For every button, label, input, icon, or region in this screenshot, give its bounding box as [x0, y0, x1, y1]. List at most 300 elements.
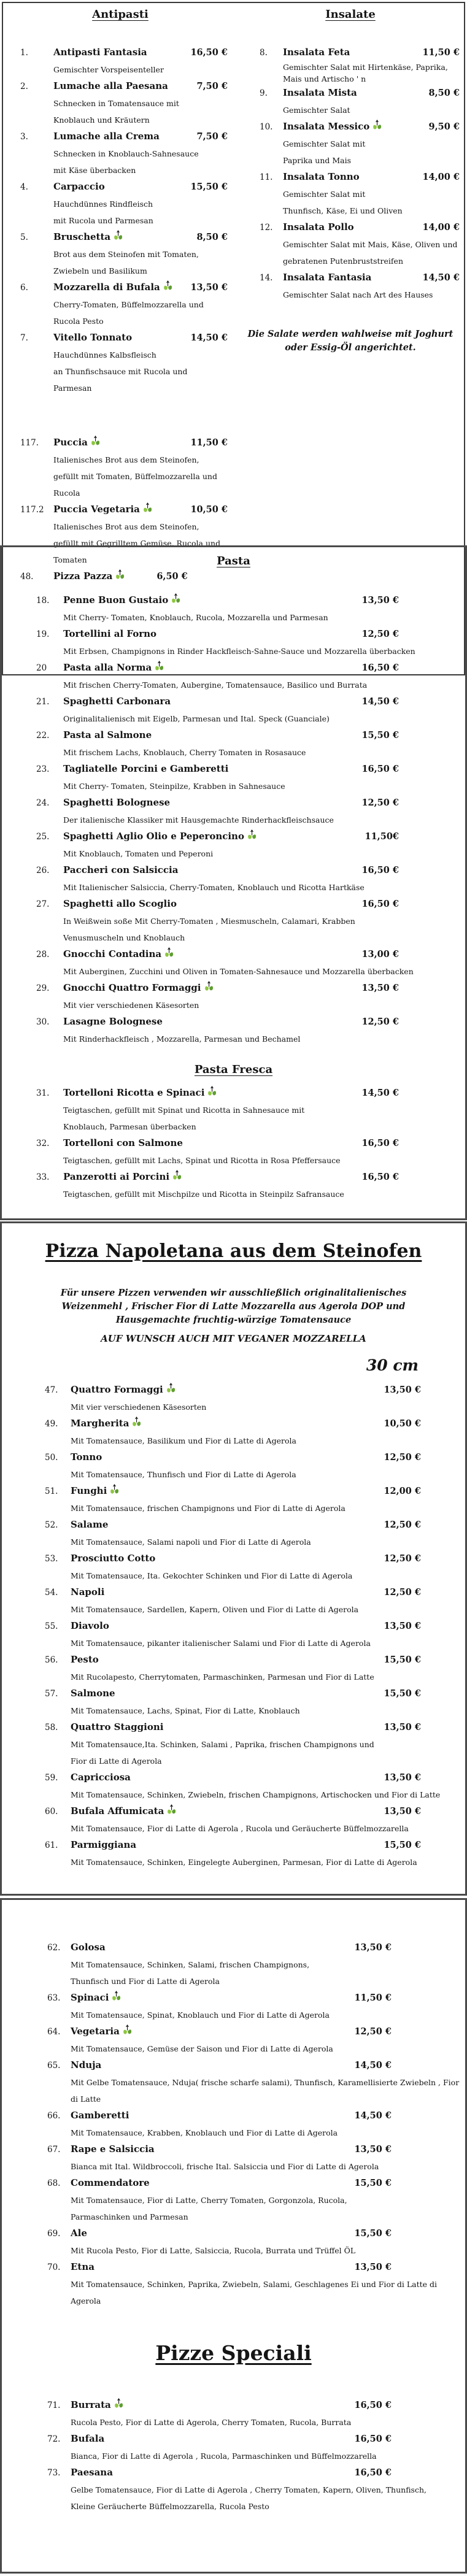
- item-name: Napoli: [71, 1586, 105, 1598]
- menu-item: [2, 2225, 465, 2242]
- menu-item: [2, 828, 465, 845]
- item-name: Tortelloni con Salmone: [63, 1137, 183, 1148]
- item-number: 10.: [260, 122, 273, 132]
- item-price: 13,50 €: [384, 1722, 421, 1732]
- item-description: Hauchdünnes Kalbsfleisch: [53, 350, 156, 359]
- menu-item: [2, 727, 465, 744]
- item-description: Teigtaschen, gefüllt mit Spinat und Ricotta in Sahnesauce mit: [63, 1105, 305, 1115]
- item-name: Prosciutto Cotto: [71, 1553, 156, 1564]
- pizze-speciali-items: [2, 2397, 465, 2515]
- menu-item: [2, 2431, 465, 2448]
- item-name: Quattro Staggioni: [71, 1721, 164, 1732]
- item-name: Insalata Pollo: [283, 221, 354, 233]
- item-description: Mit Tomatensauce, Basilikum und Fior di Latte di Agerola: [71, 1436, 296, 1445]
- item-name: Ale: [71, 2228, 87, 2239]
- item-name: Vitello Tonnato: [53, 332, 133, 343]
- vegetarian-icon: [247, 829, 257, 842]
- menu-item: [2, 1013, 465, 1031]
- item-name: Pizza Pazza: [53, 568, 125, 585]
- item-number: 66.: [47, 2111, 61, 2121]
- section-title-pizze-speciali: Pizze Speciali: [155, 2341, 312, 2365]
- item-price: 13,50 €: [190, 282, 228, 293]
- menu-item: [2, 2141, 465, 2158]
- item-number: 67.: [47, 2145, 61, 2155]
- item-price: 15,50 €: [384, 1840, 421, 1850]
- item-name: Bruschetta: [53, 229, 123, 245]
- item-number: 8.: [260, 48, 268, 58]
- item-number: 73.: [47, 2468, 61, 2478]
- section-title-insalate: Insalate: [325, 8, 376, 21]
- menu-item: [2, 1618, 465, 1635]
- item-name: Insalata Feta: [283, 47, 350, 58]
- item-description: Mit Gelbe Tomatensauce, Nduja( frische scharfe salami), Thunfisch, Karamellisierte Zwiebeln , Fior di Latte: [71, 2078, 460, 2104]
- item-description: Mit Tomatensauce, Salami napoli und Fior di Latte di Agerola: [71, 1537, 311, 1547]
- item-price: 16,50 €: [361, 899, 399, 909]
- item-description: Knoblauch, Parmesan überbacken: [63, 1122, 196, 1131]
- item-number: 62.: [47, 1943, 61, 1953]
- menu-item: [2, 1685, 465, 1702]
- item-name: Paccheri con Salsiccia: [63, 864, 179, 875]
- vegetarian-icon: [143, 502, 152, 515]
- item-price: 11,50€: [365, 831, 399, 842]
- item-description: Mit Tomatensauce, Schinken, Paprika, Zwiebeln, Salami, Geschlagenes Ei und Fior di Latte di Agerola: [71, 2280, 438, 2305]
- item-description: Mit Tomatensauce, Schinken, Zwiebeln, frischen Champignons, Artischocken und Fior di Latte: [71, 1790, 441, 1799]
- item-number: 25.: [36, 832, 50, 842]
- item-price: 15,50 €: [354, 2178, 392, 2188]
- item-name: Diavolo: [71, 1620, 109, 1631]
- item-price: 16,50 €: [361, 1138, 399, 1148]
- item-description: Parmaschinken und Parmesan: [71, 2212, 188, 2221]
- item-name: Spaghetti allo Scoglio: [63, 898, 177, 909]
- item-description: Mit Tomatensauce, Gemüse der Saison und Fior di Latte di Agerola: [71, 2044, 333, 2053]
- item-price: 15,50 €: [354, 2228, 392, 2239]
- item-description: Mit Rucolapesto, Cherrytomaten, Parmaschinken, Parmesan und Fior di Latte: [71, 1672, 374, 1682]
- menu-item: [9, 179, 231, 196]
- item-number: 18.: [36, 596, 50, 606]
- menu-item: [9, 434, 231, 452]
- item-description: Italienisches Brot aus dem Steinofen,: [53, 455, 199, 464]
- item-name: Bufala Affumicata: [71, 1803, 176, 1820]
- item-number: 72.: [47, 2434, 61, 2444]
- item-price: 13,50 €: [354, 2262, 392, 2272]
- item-number: 9.: [260, 88, 268, 98]
- item-description: Gemischter Vorspeisenteller: [53, 65, 164, 74]
- item-description: Mit vier verschiedenen Käsesorten: [63, 1001, 199, 1010]
- item-number: 68.: [47, 2178, 61, 2188]
- menu-item: [2, 1135, 465, 1152]
- menu-item: [2, 1651, 465, 1669]
- item-number: 32.: [36, 1139, 50, 1148]
- vegetarian-icon: [207, 1086, 217, 1098]
- item-name: Spaghetti Carbonara: [63, 696, 171, 707]
- menu-item: [2, 1719, 465, 1736]
- item-price: 14,50 €: [354, 2060, 392, 2070]
- item-name: Mozzarella di Bufala: [53, 279, 172, 296]
- vegetarian-icon: [110, 1484, 119, 1496]
- pasta-fresca-items: [2, 1085, 465, 1202]
- item-number: 60.: [45, 1807, 58, 1817]
- item-name: Tortellini al Forno: [63, 628, 157, 639]
- item-number: 24.: [36, 798, 50, 808]
- item-number: 29.: [36, 983, 50, 993]
- item-description: Mit Tomatensauce,Ita. Schinken, Salami , Paprika, frischen Champignons und: [71, 1740, 374, 1749]
- menu-item: [236, 269, 465, 286]
- item-price: 12,50 €: [384, 1452, 421, 1463]
- vegetarian-icon: [123, 2024, 132, 2037]
- item-description: Gelbe Tomatensauce, Fior di Latte di Agerola , Cherry Tomaten, Kapern, Oliven, Thunfisch,: [71, 2485, 426, 2494]
- item-name: Carpaccio: [53, 181, 105, 192]
- item-description: Paprika und Mais: [283, 156, 352, 165]
- item-name: Funghi: [71, 1483, 119, 1499]
- menu-item: [2, 1382, 465, 1399]
- item-number: 117.: [20, 438, 39, 448]
- vegetarian-icon: [114, 2398, 123, 2410]
- item-number: 3.: [20, 132, 28, 142]
- item-price: 14,50 €: [354, 2110, 392, 2121]
- item-number: 30.: [36, 1017, 50, 1027]
- vegetarian-icon: [204, 981, 214, 993]
- vegetarian-icon: [167, 1804, 176, 1817]
- item-name: Salame: [71, 1519, 109, 1530]
- item-price: 13,50 €: [361, 595, 399, 606]
- item-description: Mit Tomatensauce, Schinken, Salami, frischen Champignons,: [71, 1960, 310, 1969]
- item-name: Rape e Salsiccia: [71, 2143, 155, 2155]
- item-description: Teigtaschen, gefüllt mit Lachs, Spinat und Ricotta in Rosa Pfeffersauce: [63, 1156, 341, 1165]
- vegetarian-icon: [132, 1417, 141, 1429]
- pizza-continued-panel: [0, 1898, 467, 2574]
- item-number: 22.: [36, 731, 50, 740]
- item-number: 20: [36, 663, 47, 673]
- item-price: 16,50 €: [354, 2467, 392, 2478]
- menu-item: [9, 128, 231, 145]
- menu-item: [2, 2464, 465, 2482]
- menu-item: [9, 501, 231, 518]
- item-number: 6.: [20, 283, 28, 293]
- menu-item: [2, 1483, 465, 1500]
- item-price: 16,50 €: [190, 47, 228, 58]
- item-number: 58.: [45, 1723, 58, 1732]
- item-name: Insalata Tonno: [283, 171, 360, 182]
- item-name: Lumache alla Crema: [53, 131, 160, 142]
- vegetarian-icon: [171, 593, 180, 606]
- item-name: Quattro Formaggi: [71, 1382, 176, 1398]
- item-price: 15,50 €: [384, 1688, 421, 1699]
- pizza-napoletana-panel: [0, 1221, 467, 1896]
- item-price: 12,50 €: [361, 798, 399, 808]
- item-number: 28.: [36, 950, 50, 959]
- item-description: Cherry-Tomaten, Büffelmozzarella und Rucola Pesto: [53, 300, 204, 326]
- item-number: 49.: [45, 1419, 58, 1429]
- item-description: Mais und Artischo ' n: [283, 74, 366, 83]
- menu-item: [9, 279, 231, 296]
- item-description: Gemischter Salat: [283, 106, 350, 115]
- menu-item: [236, 118, 465, 136]
- vegetarian-icon: [155, 661, 164, 673]
- item-number: 4.: [20, 182, 28, 192]
- antipasti-column: [9, 8, 231, 585]
- item-description: Mit Tomatensauce, Schinken, Eingelegte Auberginen, Parmesan, Fior di Latte di Agerola: [71, 1858, 417, 1867]
- item-number: 117.2: [20, 505, 44, 515]
- item-description: Mit frischem Lachs, Knoblauch, Cherry Tomaten in Rosasauce: [63, 748, 306, 757]
- item-description: Originalitalienisch mit Eigelb, Parmesan und Ital. Speck (Guanciale): [63, 714, 330, 723]
- menu-item: [2, 1939, 465, 1956]
- antipasti-items: [9, 44, 231, 585]
- item-name: Nduja: [71, 2059, 102, 2070]
- item-number: 63.: [47, 1993, 61, 2003]
- item-description: Mit Knoblauch, Tomaten und Peperoni: [63, 849, 214, 858]
- item-name: Spaghetti Bolognese: [63, 797, 171, 808]
- item-price: 16,50 €: [361, 663, 399, 673]
- item-name: Antipasti Fantasia: [53, 47, 147, 58]
- section-title-pasta-fresca: Pasta Fresca: [194, 1063, 273, 1076]
- item-number: 12.: [260, 223, 273, 233]
- menu-item: [2, 980, 465, 997]
- item-number: 51.: [45, 1486, 58, 1496]
- item-description: gefüllt mit Gegrilltem Gemüse, Rucola und Tomaten: [53, 539, 221, 564]
- item-price: 6,50 €: [156, 571, 188, 582]
- item-number: 27.: [36, 899, 50, 909]
- menu-item: [236, 85, 465, 102]
- item-description: mit Rucola und Parmesan: [53, 216, 153, 225]
- item-name: Commendatore: [71, 2177, 150, 2188]
- item-number: 54.: [45, 1588, 58, 1598]
- item-number: 48.: [20, 572, 34, 582]
- menu-item: [2, 626, 465, 643]
- item-description: mit Käse überbacken: [53, 166, 136, 175]
- item-description: Mit Rinderhackfleisch , Mozzarella, Parmesan und Bechamel: [63, 1034, 301, 1044]
- menu-item: [9, 78, 231, 95]
- item-name: Burrata: [71, 2397, 123, 2413]
- item-price: 11,50 €: [190, 437, 228, 448]
- vegetarian-icon: [166, 1383, 176, 1395]
- item-number: 33.: [36, 1172, 50, 1182]
- item-number: 2.: [20, 82, 28, 91]
- menu-item: [2, 896, 465, 913]
- menu-item: [9, 229, 231, 246]
- item-price: 7,50 €: [196, 131, 228, 142]
- item-description: Teigtaschen, gefüllt mit Mischpilze und Ricotta in Steinpilz Safransauce: [63, 1190, 344, 1199]
- menu-item: [236, 44, 465, 61]
- item-price: 16,50 €: [361, 865, 399, 875]
- item-price: 16,50 €: [354, 2434, 392, 2444]
- item-number: 5.: [20, 233, 28, 242]
- menu-item: [2, 592, 465, 609]
- item-description: Schnecken in Knoblauch-Sahnesauce: [53, 149, 199, 158]
- item-description: Bianca mit Ital. Wildbroccoli, frische Ital. Salsiccia und Fior di Latte di Agerola: [71, 2162, 379, 2171]
- menu-item: [2, 1085, 465, 1102]
- item-description: Mit Tomatensauce, Spinat, Knoblauch und Fior di Latte di Agerola: [71, 2010, 330, 2020]
- item-number: 47.: [45, 1385, 58, 1395]
- item-description: Mit Tomatensauce, pikanter italienischer Salami und Fior di Latte di Agerola: [71, 1639, 371, 1648]
- item-name: Pasta alla Norma: [63, 659, 164, 676]
- item-description: Mit vier verschiedenen Käsesorten: [71, 1402, 207, 1412]
- pizza-intro-text: Für unsere Pizzen verwenden wir ausschließlich originalitalienisches Weizenmehl , Frischer Fior di Latte Mozzarella aus Agerola DOP und Hausgemachte fruchtig-würzige Tomatensauce: [60, 1288, 407, 1325]
- item-description: Gemischter Salat mit Mais, Käse, Oliven und: [283, 240, 458, 249]
- item-name: Penne Buon Gustaio: [63, 592, 180, 609]
- menu-item: [2, 2107, 465, 2124]
- item-price: 14,50 €: [361, 1088, 399, 1098]
- item-price: 13,50 €: [384, 1385, 421, 1395]
- item-number: 55.: [45, 1621, 58, 1631]
- item-description: Kleine Geräucherte Büffelmozzarella, Rucola Pesto: [71, 2502, 269, 2511]
- item-number: 1.: [20, 48, 28, 58]
- item-name: Bufala: [71, 2433, 105, 2444]
- item-description: Thunfisch und Fior di Latte di Agerola: [71, 1977, 220, 1986]
- item-description: Mit Tomatensauce, Lachs, Spinat, Fior di Latte, Knoblauch: [71, 1706, 300, 1715]
- item-description: Rucola Pesto, Fior di Latte di Agerola, Cherry Tomaten, Rucola, Burrata: [71, 2418, 352, 2427]
- item-description: gebratenen Putenbruststreifen: [283, 256, 404, 266]
- item-description: Thunfisch, Käse, Ei und Oliven: [283, 206, 403, 215]
- item-number: 59.: [45, 1773, 58, 1783]
- menu-item: [2, 1769, 465, 1786]
- insalate-items: [236, 44, 465, 303]
- item-name: Capricciosa: [71, 1772, 131, 1783]
- menu-item: [2, 2023, 465, 2040]
- item-price: 15,50 €: [361, 730, 399, 740]
- menu-item: [9, 329, 231, 347]
- item-description: an Thunfischsauce mit Rucola und: [53, 367, 188, 376]
- item-name: Parmiggiana: [71, 1839, 137, 1850]
- insalate-column: [236, 8, 465, 355]
- item-description: Mit Cherry- Tomaten, Steinpilze, Krabben in Sahnesauce: [63, 782, 285, 791]
- item-name: Panzerotti ai Porcini: [63, 1169, 182, 1185]
- item-description: Hauchdünnes Rindfleisch: [53, 199, 153, 209]
- item-description: Gemischter Salat mit Hirtenkäse, Paprika,: [283, 63, 448, 72]
- item-number: 69.: [47, 2229, 61, 2239]
- item-number: 64.: [47, 2027, 61, 2037]
- item-number: 70.: [47, 2263, 61, 2272]
- item-price: 11,50 €: [422, 47, 460, 58]
- item-name: Pesto: [71, 1654, 99, 1665]
- item-number: 52.: [45, 1520, 58, 1530]
- item-price: 13,50 €: [384, 1621, 421, 1631]
- item-description: Mit Tomatensauce, Ita. Gekochter Schinken und Fior di Latte di Agerola: [71, 1571, 353, 1580]
- vegetarian-icon: [91, 436, 100, 448]
- item-description: Mit Tomatensauce, Thunfisch und Fior di Latte di Agerola: [71, 1470, 296, 1479]
- item-name: Tagliatelle Porcini e Gamberetti: [63, 763, 229, 774]
- item-price: 9,50 €: [428, 121, 460, 132]
- item-price: 12,50 €: [384, 1520, 421, 1530]
- item-name: Paesana: [71, 2467, 113, 2478]
- item-description: Mit Tomatensauce, Krabben, Knoblauch und Fior di Latte di Agerola: [71, 2128, 338, 2137]
- item-price: 13,00 €: [361, 949, 399, 959]
- item-name: Vegetaria: [71, 2023, 132, 2040]
- vegetarian-icon: [114, 230, 123, 242]
- menu-item: [2, 1990, 465, 2007]
- item-name: Insalata Mista: [283, 87, 357, 98]
- item-number: 61.: [45, 1840, 58, 1850]
- menu-item: [2, 659, 465, 677]
- item-name: Puccia: [53, 434, 100, 451]
- item-price: 12,00 €: [384, 1486, 421, 1496]
- item-number: 50.: [45, 1453, 58, 1463]
- item-name: Gnocchi Contadina: [63, 946, 174, 963]
- section-title-pizza-napoletana: Pizza Napoletana aus dem Steinofen: [45, 1240, 422, 1262]
- item-price: 11,50 €: [354, 1993, 392, 2003]
- item-number: 65.: [47, 2061, 61, 2070]
- menu-item: [2, 1517, 465, 1534]
- item-description: Knoblauch und Kräutern: [53, 115, 150, 125]
- item-price: 14,50 €: [422, 272, 460, 283]
- item-price: 15,50 €: [190, 182, 228, 192]
- item-number: 11.: [260, 172, 273, 182]
- item-number: 21.: [36, 697, 50, 707]
- item-description: Gemischter Salat mit: [283, 139, 366, 148]
- item-description: Parmesan: [53, 383, 92, 393]
- menu-item: [2, 2397, 465, 2414]
- item-description: In Weißwein soße Mit Cherry-Tomaten , Miesmuscheln, Calamari, Krabben: [63, 917, 355, 926]
- item-description: Schnecken in Tomatensauce mit: [53, 99, 179, 108]
- item-price: 15,50 €: [384, 1655, 421, 1665]
- item-number: 7.: [20, 333, 28, 343]
- item-number: 57.: [45, 1689, 58, 1699]
- item-price: 13,50 €: [384, 1772, 421, 1783]
- vegetarian-icon: [164, 947, 174, 959]
- menu-item: [2, 1550, 465, 1567]
- pizza-vegan-note: AUF WUNSCH AUCH MIT VEGANER MOZZARELLA: [101, 1333, 366, 1344]
- item-name: Tortelloni Ricotta e Spinaci: [63, 1085, 217, 1101]
- item-name: Golosa: [71, 1942, 106, 1953]
- item-name: Margherita: [71, 1415, 141, 1432]
- menu-item: [236, 219, 465, 236]
- item-price: 7,50 €: [196, 81, 228, 91]
- item-description: Mit Tomatensauce, frischen Champignons und Fior di Latte di Agerola: [71, 1504, 345, 1513]
- item-description: Gemischter Salat nach Art des Hauses: [283, 290, 433, 299]
- item-name: Insalata Fantasia: [283, 272, 372, 283]
- item-price: 16,50 €: [361, 764, 399, 774]
- menu-item: [2, 2175, 465, 2192]
- item-description: Mit Auberginen, Zucchini und Oliven in Tomaten-Sahnesauce und Mozzarella überbacken: [63, 967, 414, 976]
- menu-item: [2, 1169, 465, 1186]
- item-description: Mit Rucola Pesto, Fior di Latte, Salsiccia, Rucola, Burrata und Trüffel ÖL: [71, 2246, 356, 2255]
- pasta-items: [2, 592, 465, 1047]
- item-description: Fior di Latte di Agerola: [71, 1756, 162, 1766]
- menu-item: [2, 1415, 465, 1432]
- pizza-size-label: 30 cm: [366, 1356, 419, 1374]
- item-description: Gemischter Salat mit: [283, 190, 366, 199]
- item-description: Venusmuscheln und Knoblauch: [63, 933, 185, 942]
- item-name: Spinaci: [71, 1990, 121, 2006]
- item-price: 16,50 €: [354, 2400, 392, 2410]
- item-price: 13,50 €: [354, 2144, 392, 2155]
- item-name: Tonno: [71, 1451, 102, 1463]
- menu-item: [2, 1803, 465, 1820]
- item-price: 14,50 €: [190, 333, 228, 343]
- menu-item: [2, 946, 465, 963]
- item-description: Bianca, Fior di Latte di Agerola , Rucola, Parmaschinken und Büffelmozzarella: [71, 2451, 377, 2461]
- vegetarian-icon: [112, 1991, 121, 2003]
- item-description: Mit Tomatensauce, Sardellen, Kapern, Oliven und Fior di Latte di Agerola: [71, 1605, 359, 1614]
- item-description: Brot aus dem Steinofen mit Tomaten,: [53, 250, 199, 259]
- item-price: 13,50 €: [361, 983, 399, 993]
- item-price: 8,50 €: [428, 88, 460, 98]
- menu-item: [2, 1837, 465, 1854]
- item-price: 14,00 €: [422, 172, 460, 182]
- pizza-items: [2, 1382, 465, 1870]
- item-number: 26.: [36, 866, 50, 875]
- item-description: Rucola: [53, 488, 80, 498]
- item-price: 14,50 €: [361, 696, 399, 707]
- vegetarian-icon: [163, 280, 172, 293]
- vegetarian-icon: [372, 120, 382, 132]
- item-name: Spaghetti Aglio Olio e Peperoncino: [63, 828, 257, 845]
- item-price: 12,50 €: [361, 1017, 399, 1027]
- item-description: Mit Tomatensauce, Fior di Latte di Agerola , Rucola und Geräucherte Büffelmozzarella: [71, 1824, 409, 1833]
- item-number: 56.: [45, 1655, 58, 1665]
- item-name: Salmone: [71, 1688, 115, 1699]
- item-description: Der italienische Klassiker mit Hausgemachte Rinderhackfleischsauce: [63, 815, 334, 825]
- item-price: 12,50 €: [384, 1553, 421, 1564]
